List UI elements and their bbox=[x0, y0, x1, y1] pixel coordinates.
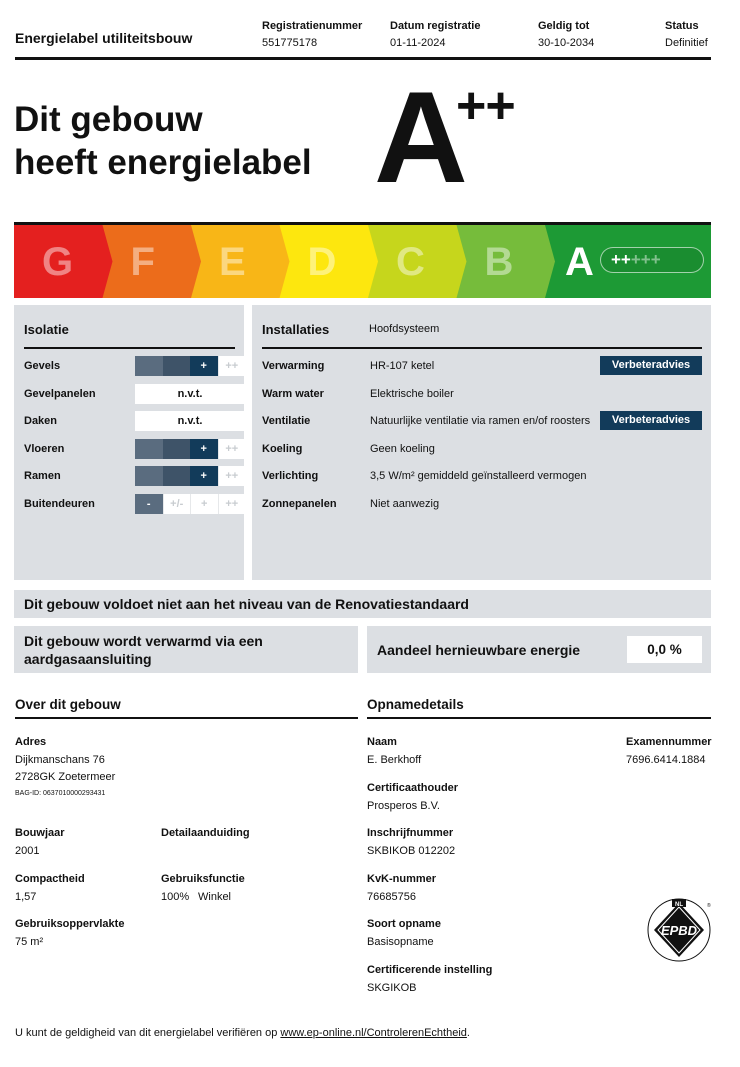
scale-letter-b: B bbox=[484, 240, 514, 284]
cert-label: Certificaathouder bbox=[367, 782, 459, 794]
cert-value: Prosperos B.V. bbox=[367, 800, 440, 812]
soort-value: Basisopname bbox=[367, 936, 434, 948]
installatie-row-koeling bbox=[262, 439, 702, 459]
heating-banner: Dit gebouw wordt verwarmd via een aardgasaansluiting bbox=[14, 626, 358, 673]
isolatie-rule bbox=[24, 347, 235, 349]
verbeteradvies-button[interactable]: Verbeteradvies bbox=[600, 411, 702, 430]
naam-value: E. Berkhoff bbox=[367, 754, 422, 766]
installatie-value: Geen koeling bbox=[370, 442, 435, 455]
scale-letter-e: E bbox=[219, 240, 246, 284]
isolatie-heading: Isolatie bbox=[24, 322, 69, 337]
registration-number: Registratienummer 551775178 bbox=[262, 20, 363, 49]
installatie-label: Koeling bbox=[262, 442, 303, 455]
naam-label: Naam bbox=[367, 736, 397, 748]
adres-line2: 2728GK Zoetermeer bbox=[15, 771, 116, 783]
bouwjaar-label: Bouwjaar bbox=[15, 827, 65, 839]
isolatie-rating-cell: + bbox=[190, 494, 218, 514]
opp-label: Gebruiksoppervlakte bbox=[15, 918, 125, 930]
installatie-label: Zonnepanelen bbox=[262, 497, 337, 510]
isolatie-rating-cell: ++ bbox=[218, 439, 246, 459]
svg-text:NL: NL bbox=[675, 902, 683, 908]
installatie-label: Ventilatie bbox=[262, 415, 311, 427]
isolatie-row-label: Gevels bbox=[24, 360, 61, 372]
energy-label-plus: ++ bbox=[456, 77, 515, 135]
registration-date: Datum registratie 01-11-2024 bbox=[390, 20, 481, 49]
installatie-row-verlichting bbox=[262, 466, 702, 486]
valid-until: Geldig tot 30-10-2034 bbox=[538, 20, 595, 49]
renovatie-banner: Dit gebouw voldoet niet aan het niveau van de Renovatiestandaard bbox=[14, 590, 711, 618]
installatie-row-ventilatie bbox=[262, 411, 702, 431]
isolatie-rating-cell: ++ bbox=[218, 356, 246, 376]
installaties-panel bbox=[252, 305, 711, 580]
instelling-value: SKGIKOB bbox=[367, 982, 417, 994]
svg-text:EPBD: EPBD bbox=[660, 923, 698, 938]
scale-letter-g: G bbox=[42, 240, 74, 284]
installatie-value: Natuurlijke ventilatie via ramen en/of roosters bbox=[370, 415, 591, 427]
isolatie-rating-cell bbox=[163, 356, 191, 376]
verification-link[interactable]: www.ep-online.nl/ControlerenEchtheid bbox=[280, 1027, 467, 1039]
isolatie-row-gevelpanelen bbox=[24, 384, 236, 404]
installaties-rule bbox=[262, 347, 702, 349]
installatie-value: 3,5 W/m² gemiddeld geïnstalleerd vermogen bbox=[370, 470, 587, 482]
isolatie-panel bbox=[14, 305, 244, 580]
exam-value: 7696.6414.1884 bbox=[626, 754, 706, 766]
isolatie-rating-cell bbox=[163, 439, 191, 459]
isolatie-rating-cell bbox=[135, 439, 163, 459]
svg-text:®: ® bbox=[707, 903, 711, 909]
opname-rule bbox=[367, 717, 711, 719]
scale-letter-c: C bbox=[396, 240, 425, 284]
isolatie-row-ramen bbox=[24, 466, 239, 486]
installatie-row-verwarming bbox=[262, 356, 702, 376]
detail-label: Detailaanduiding bbox=[161, 827, 250, 839]
isolatie-rating-cell: ++ bbox=[218, 494, 246, 514]
footer-note: U kunt de geldigheid van dit energielabel verifiëren op www.ep-online.nl/ControlerenEchtheid. bbox=[15, 1027, 470, 1039]
exam-label: Examennummer bbox=[626, 736, 712, 748]
document-header bbox=[15, 18, 711, 60]
inschrijf-label: Inschrijfnummer bbox=[367, 827, 454, 839]
functie-value: Winkel bbox=[198, 891, 232, 903]
status: Status Definitief bbox=[665, 20, 708, 49]
over-rule bbox=[15, 717, 358, 719]
renewable-label: Aandeel hernieuwbare energie bbox=[377, 642, 581, 658]
adres-line1: Dijkmanschans 76 bbox=[15, 754, 105, 766]
instelling-label: Certificerende instelling bbox=[367, 964, 493, 976]
isolatie-rating bbox=[135, 439, 245, 459]
epbd-logo bbox=[646, 897, 712, 963]
isolatie-row-vloeren bbox=[24, 439, 239, 459]
isolatie-row-buitendeuren bbox=[24, 494, 239, 514]
installatie-label: Verlichting bbox=[262, 470, 319, 482]
document-title: Energielabel utiliteitsbouw bbox=[15, 30, 193, 46]
isolatie-rating-cell: ++ bbox=[218, 466, 246, 486]
installatie-label: Verwarming bbox=[262, 360, 325, 372]
installatie-label: Warm water bbox=[262, 387, 324, 400]
installaties-heading: Installaties bbox=[262, 322, 330, 337]
isolatie-rating-cell bbox=[135, 466, 163, 486]
bag-id: BAG-ID: 0637010000293431 bbox=[15, 790, 106, 797]
scale-letter-f: F bbox=[130, 240, 155, 284]
isolatie-rating-cell: +/- bbox=[163, 494, 191, 514]
energy-label-letter: A bbox=[374, 64, 464, 210]
scale-letter-a: A bbox=[565, 240, 594, 284]
inschrijf-value: SKBIKOB 012202 bbox=[367, 845, 456, 857]
isolatie-row-label: Gevelpanelen bbox=[24, 387, 96, 400]
isolatie-row-label: Daken bbox=[24, 415, 58, 427]
isolatie-nvt: n.v.t. bbox=[135, 411, 245, 431]
installatie-value: HR-107 ketel bbox=[370, 360, 435, 372]
energy-scale bbox=[14, 222, 711, 298]
plus-indicator: +++++ bbox=[600, 247, 704, 273]
over-heading: Over dit gebouw bbox=[15, 697, 121, 712]
isolatie-row-gevels bbox=[24, 356, 239, 376]
functie-pct: 100% bbox=[161, 891, 190, 903]
installatie-value: Elektrische boiler bbox=[370, 387, 454, 400]
isolatie-rating-cell: + bbox=[190, 439, 218, 459]
isolatie-rating bbox=[135, 466, 245, 486]
verbeteradvies-button[interactable]: Verbeteradvies bbox=[600, 356, 702, 375]
isolatie-rating bbox=[135, 356, 245, 376]
opname-heading: Opnamedetails bbox=[367, 697, 464, 712]
bouwjaar-value: 2001 bbox=[15, 845, 40, 857]
functie-label: Gebruiksfunctie bbox=[161, 873, 245, 885]
renewable-value: 0,0 % bbox=[627, 636, 702, 663]
isolatie-row-label: Buitendeuren bbox=[24, 497, 95, 510]
hero-title: Dit gebouw heeft energielabel bbox=[14, 100, 312, 182]
opp-value: 75 m² bbox=[15, 936, 44, 948]
isolatie-rating bbox=[135, 494, 245, 514]
isolatie-rating-cell: - bbox=[135, 494, 163, 514]
installaties-subheading: Hoofdsysteem bbox=[369, 323, 440, 335]
isolatie-row-daken bbox=[24, 411, 236, 431]
isolatie-row-label: Ramen bbox=[24, 470, 61, 482]
isolatie-rating-cell bbox=[135, 356, 163, 376]
renewable-banner bbox=[367, 626, 711, 673]
compact-label: Compactheid bbox=[15, 873, 85, 885]
kvk-value: 76685756 bbox=[367, 891, 416, 903]
isolatie-nvt: n.v.t. bbox=[135, 384, 245, 404]
adres-label: Adres bbox=[15, 736, 47, 748]
scale-letter-d: D bbox=[307, 240, 337, 284]
installatie-row-zonnepanelen bbox=[262, 494, 702, 514]
isolatie-rating-cell bbox=[163, 466, 191, 486]
isolatie-rating-cell: + bbox=[190, 356, 218, 376]
isolatie-row-label: Vloeren bbox=[24, 442, 65, 455]
soort-label: Soort opname bbox=[367, 918, 441, 930]
installatie-value: Niet aanwezig bbox=[370, 497, 440, 510]
compact-value: 1,57 bbox=[15, 891, 37, 903]
isolatie-rating-cell: + bbox=[190, 466, 218, 486]
kvk-label: KvK-nummer bbox=[367, 873, 437, 885]
installatie-row-warm-water bbox=[262, 384, 702, 404]
